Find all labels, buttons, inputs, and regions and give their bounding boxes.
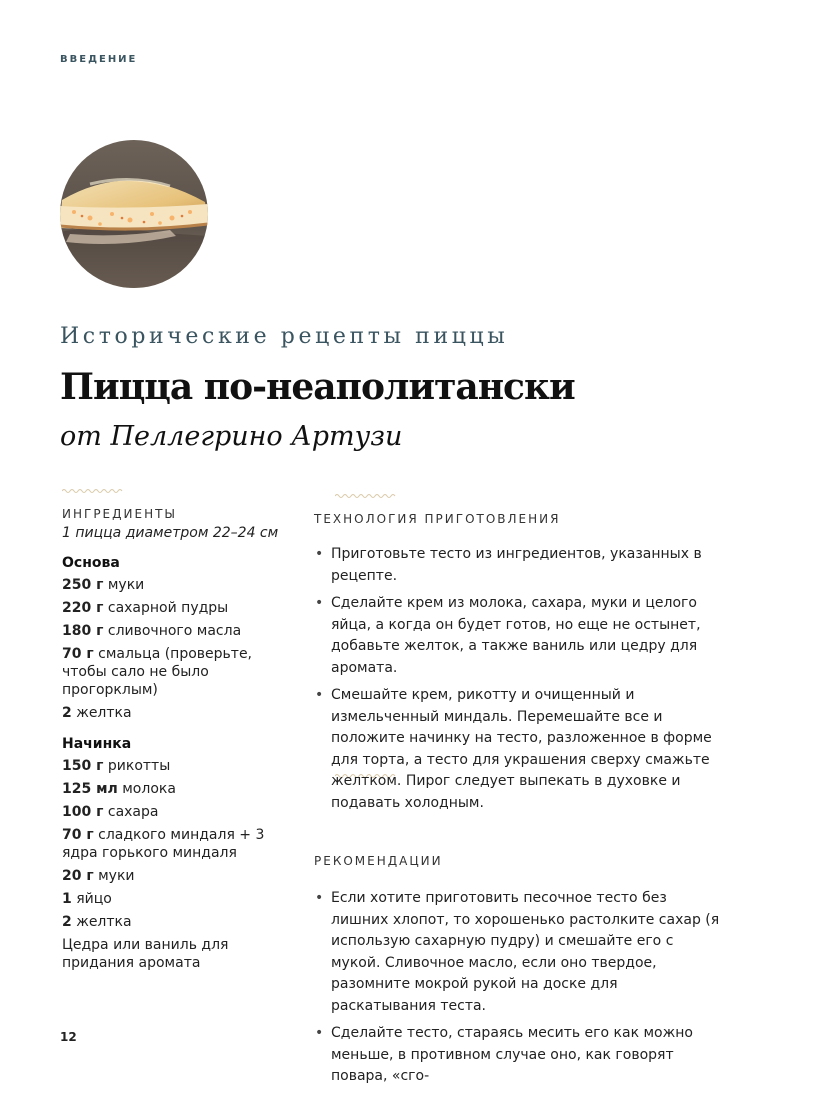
ingredients-heading: ИНГРЕДИЕНТЫ <box>62 507 178 521</box>
ingredient-name: рикотты <box>103 758 171 774</box>
method-heading: ТЕХНОЛОГИЯ ПРИГОТОВЛЕНИЯ <box>314 512 561 526</box>
ingredient-qty: 2 <box>62 705 72 721</box>
ingredient-item <box>62 622 297 640</box>
ingredients-column <box>62 507 297 977</box>
ingredient-qty: 70 г <box>62 646 94 662</box>
ingredient-name: сахара <box>103 804 159 820</box>
recipe-title: Пицца по-неаполитански <box>60 366 575 408</box>
tip-item: • Сделайте тесто, стараясь месить его как можно меньше, в противном случае оно, как говорят повара, «сго- <box>314 1023 724 1088</box>
ingredient-qty: 20 г <box>62 868 94 884</box>
wave-divider <box>62 487 124 495</box>
serving-size: 1 пицца диаметром 22–24 см <box>62 525 279 541</box>
recipe-subtitle: от Пеллегрино Артузи <box>60 421 403 452</box>
method-column <box>314 512 724 1094</box>
ingredient-item <box>62 780 297 798</box>
method-step: • Смешайте крем, рикотту и очищенный и измельченный миндаль. Перемешайте все и положите начинку на тесто, разложенное в форме для торта, а тесто для украшения сверху смажьте желтком. Пирог следует выпекать в духовке и подавать холодным. <box>314 685 724 814</box>
ingredient-name: яйцо <box>71 891 112 907</box>
ingredient-qty: 1 <box>62 891 72 907</box>
ingredient-qty: 180 г <box>62 623 104 639</box>
ingredient-qty: 220 г <box>62 600 104 616</box>
ingredient-name: муки <box>93 868 135 884</box>
wave-divider <box>335 492 397 500</box>
page-number: 12 <box>60 1030 77 1044</box>
series-title: Исторические рецепты пиццы <box>60 324 509 349</box>
ingredient-name: желтка <box>71 914 132 930</box>
ingredient-name: сахарной пудры <box>103 600 229 616</box>
ingredient-item <box>62 576 297 594</box>
pizza-slice-photo <box>60 140 208 288</box>
ingredient-item <box>62 913 297 931</box>
ingredient-item <box>62 936 297 972</box>
ingredient-name: сладкого миндаля + 3 ядра горького миндаля <box>62 827 265 861</box>
section-header: ВВЕДЕНИЕ <box>60 54 138 65</box>
ingredient-name: смальца (проверьте, чтобы сало не было прогорклым) <box>62 646 253 698</box>
ingredient-qty: 100 г <box>62 804 104 820</box>
ingredient-name: муки <box>103 577 145 593</box>
ingredient-qty: 2 <box>62 914 72 930</box>
method-steps <box>314 544 724 814</box>
ingredient-qty: 250 г <box>62 577 104 593</box>
ingredient-name: желтка <box>71 705 132 721</box>
ingredient-qty: 125 мл <box>62 781 118 797</box>
ingredient-name: Цедра или ваниль для придания аромата <box>62 937 229 971</box>
base-group-title: Основа <box>62 555 120 571</box>
ingredient-item <box>62 890 297 908</box>
filling-group-title: Начинка <box>62 736 132 752</box>
ingredient-qty: 150 г <box>62 758 104 774</box>
ingredient-name: сливочного масла <box>103 623 242 639</box>
method-step: • Приготовьте тесто из ингредиентов, указанных в рецепте. <box>314 544 724 587</box>
ingredient-item <box>62 645 297 699</box>
tips-heading: РЕКОМЕНДАЦИИ <box>314 854 443 868</box>
ingredient-qty: 70 г <box>62 827 94 843</box>
ingredient-item <box>62 867 297 885</box>
ingredient-item <box>62 704 297 722</box>
method-step: • Сделайте крем из молока, сахара, муки и целого яйца, а когда он будет готов, но еще не остынет, добавьте желток, а также ваниль или цедру для аромата. <box>314 593 724 679</box>
ingredient-item <box>62 826 297 862</box>
tip-item: • Если хотите приготовить песочное тесто без лишних хлопот, то хорошенько растолките сахар (я использую сахарную пудру) и смешайте его с мукой. Сливочное масло, если оно твердое, разомните мокрой рукой на доске для раскатывания теста. <box>314 888 724 1017</box>
ingredient-name: молока <box>117 781 176 797</box>
tips-list <box>314 888 724 1088</box>
ingredient-item <box>62 599 297 617</box>
ingredient-item <box>62 803 297 821</box>
ingredient-item <box>62 757 297 775</box>
